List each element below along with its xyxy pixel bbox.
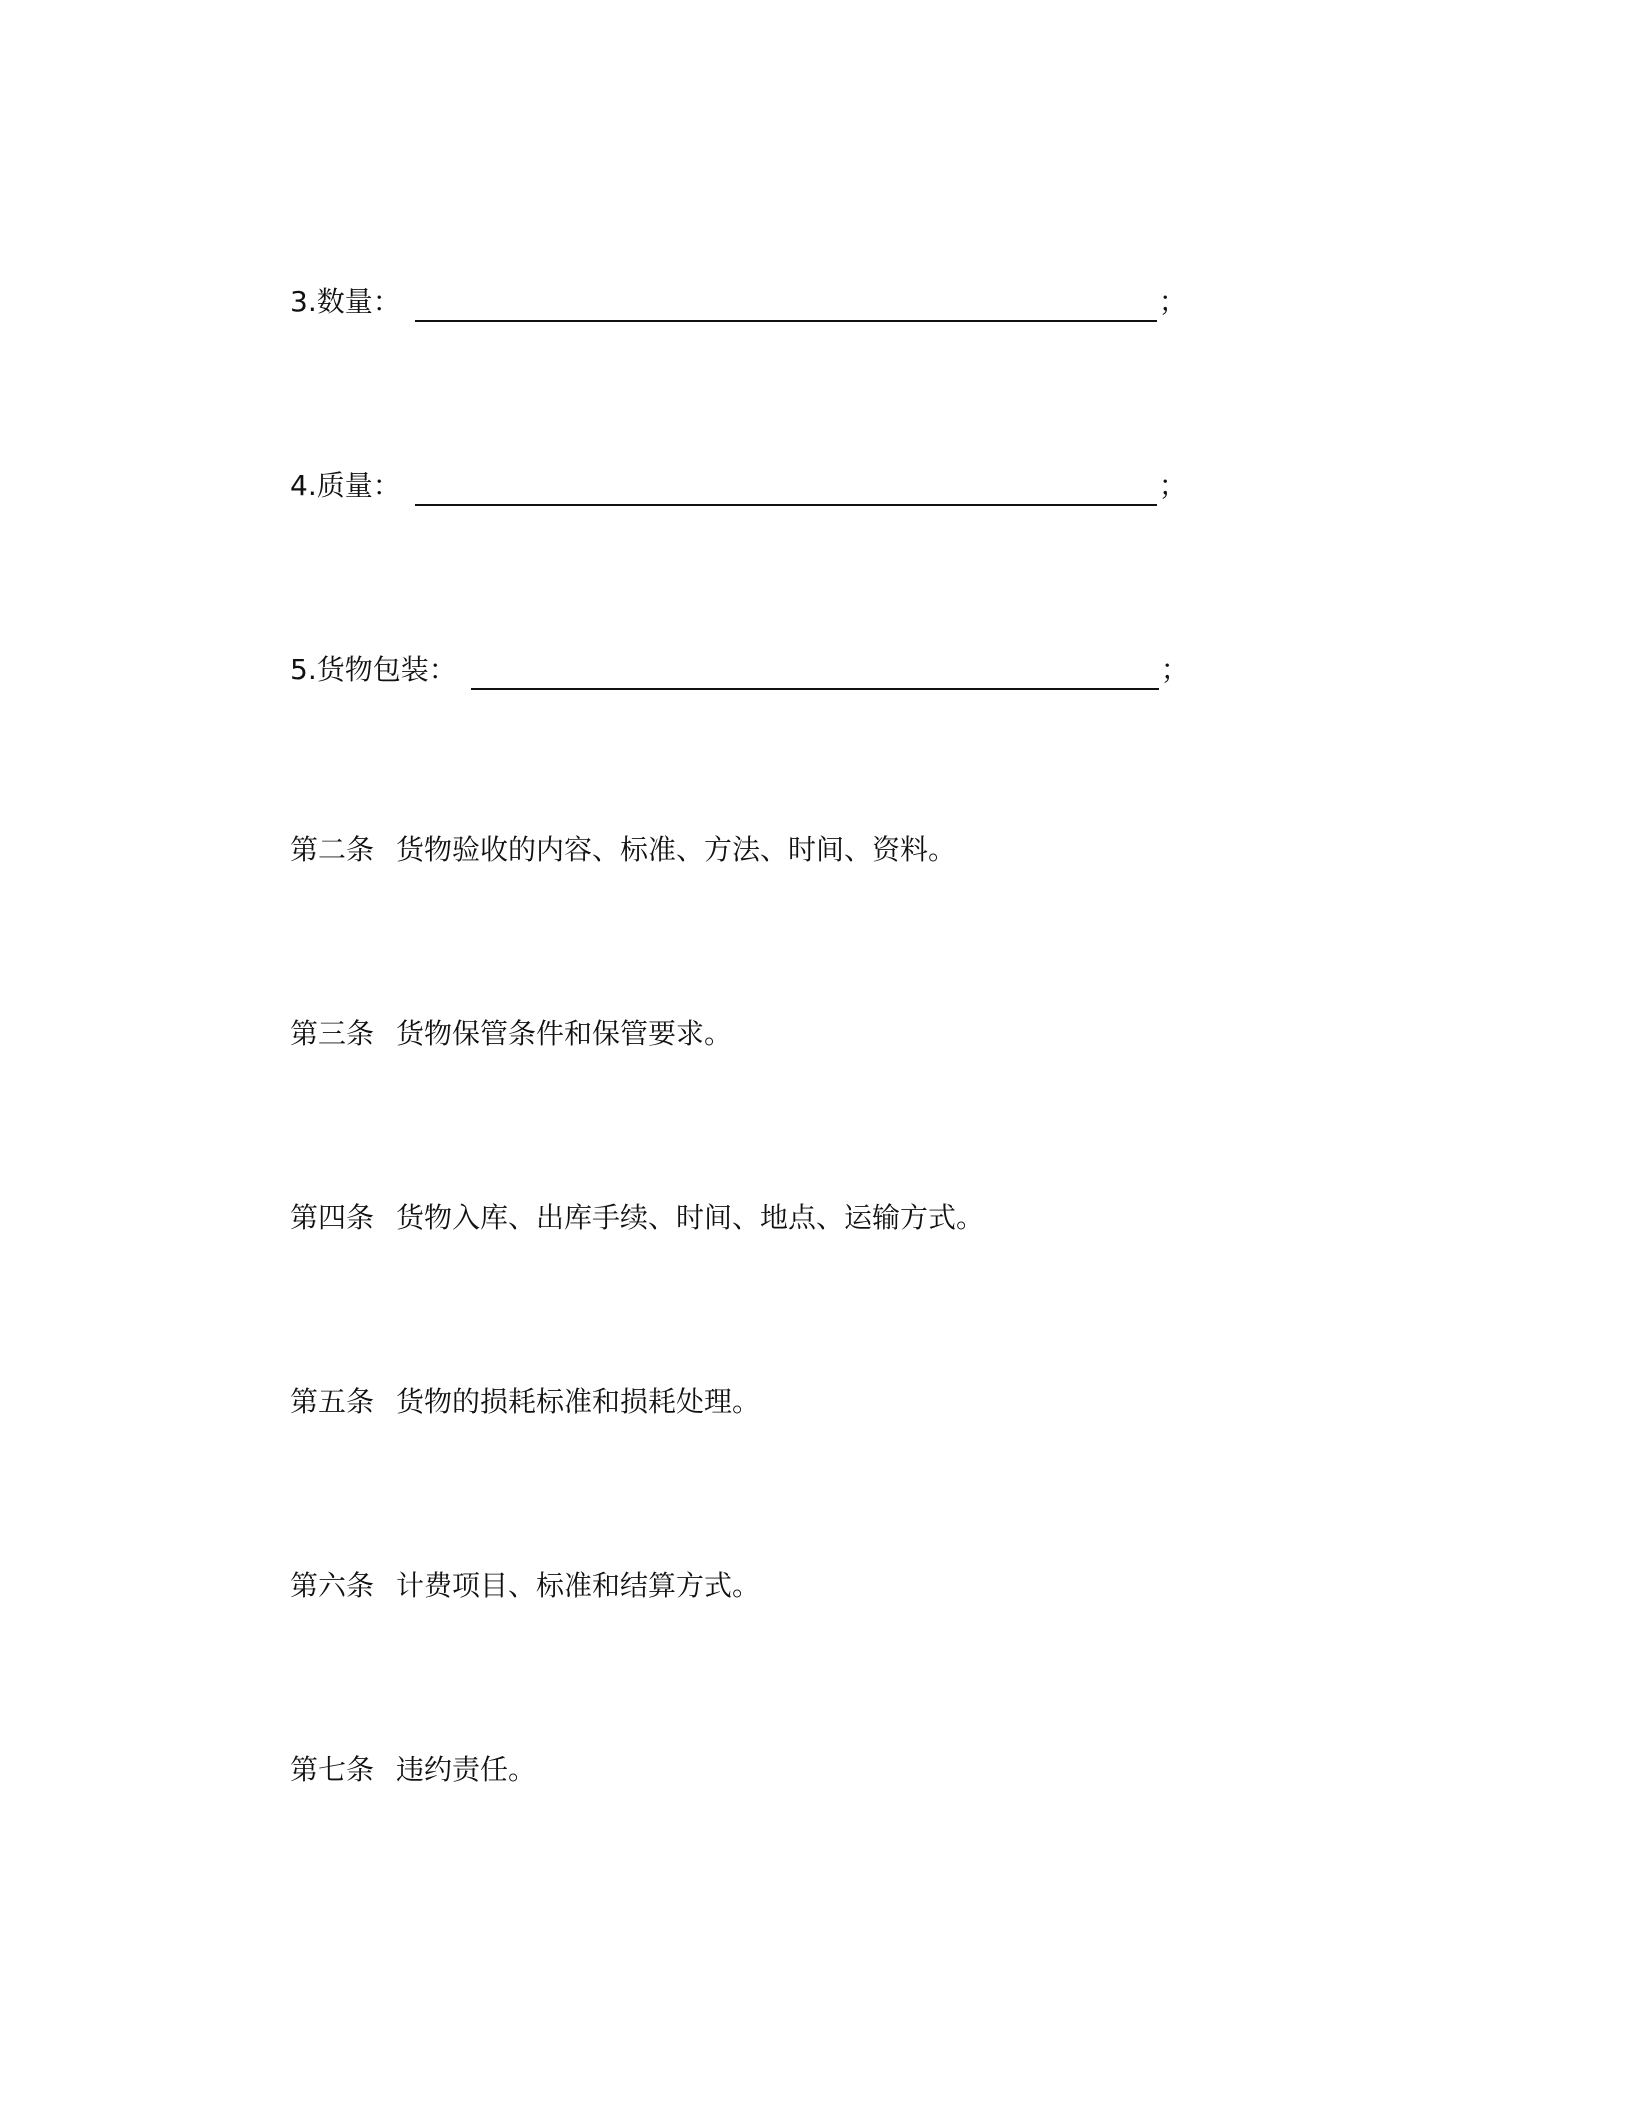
article-number: 第二条 bbox=[290, 833, 375, 866]
article-3 bbox=[290, 1014, 732, 1054]
article-6 bbox=[290, 1566, 760, 1606]
article-5 bbox=[290, 1382, 760, 1422]
fill-in-blank bbox=[415, 470, 1157, 506]
field-quantity bbox=[290, 282, 1187, 322]
field-label: 5.货物包装： bbox=[290, 653, 457, 686]
article-4 bbox=[290, 1198, 984, 1238]
article-text: 违约责任。 bbox=[396, 1753, 537, 1786]
fill-in-blank bbox=[471, 654, 1159, 690]
field-terminator: ； bbox=[1158, 285, 1187, 318]
field-label: 3.数量： bbox=[290, 285, 401, 318]
field-terminator: ； bbox=[1160, 653, 1189, 686]
article-number: 第五条 bbox=[290, 1385, 375, 1418]
field-terminator: ； bbox=[1158, 469, 1187, 502]
field-packaging bbox=[290, 650, 1189, 690]
field-label: 4.质量： bbox=[290, 469, 401, 502]
article-text: 计费项目、标准和结算方式。 bbox=[396, 1569, 761, 1602]
article-number: 第七条 bbox=[290, 1753, 375, 1786]
article-text: 货物保管条件和保管要求。 bbox=[396, 1017, 733, 1050]
article-2 bbox=[290, 830, 956, 870]
fill-in-blank bbox=[415, 286, 1157, 322]
article-number: 第三条 bbox=[290, 1017, 375, 1050]
article-text: 货物验收的内容、标准、方法、时间、资料。 bbox=[396, 833, 957, 866]
article-text: 货物的损耗标准和损耗处理。 bbox=[396, 1385, 761, 1418]
article-7 bbox=[290, 1750, 536, 1790]
article-text: 货物入库、出库手续、时间、地点、运输方式。 bbox=[396, 1201, 985, 1234]
article-number: 第六条 bbox=[290, 1569, 375, 1602]
article-number: 第四条 bbox=[290, 1201, 375, 1234]
field-quality bbox=[290, 466, 1187, 506]
